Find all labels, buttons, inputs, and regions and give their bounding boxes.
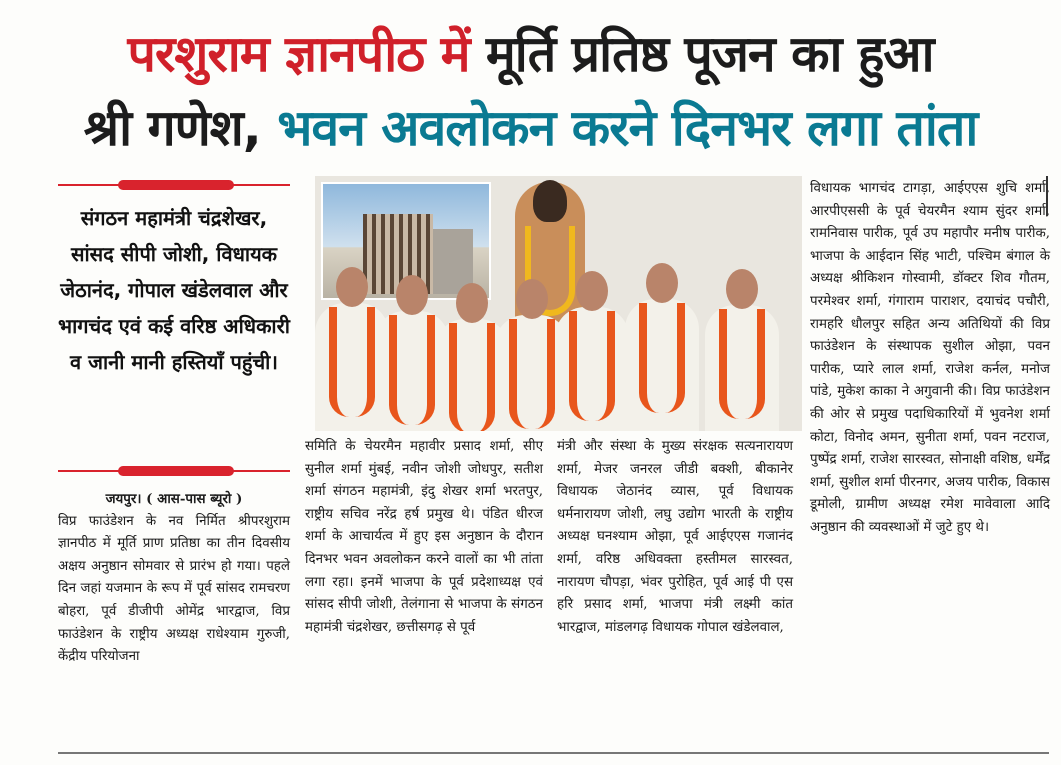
dateline: जयपुर। ( आस-पास ब्यूरो ) — [105, 491, 243, 507]
sidebar-highlight: संगठन महामंत्री चंद्रशेखर, सांसद सीपी जोशी, विधायक जेठानंद, गोपाल खंडेलवाल और भागचंद एवं कई वरिष्ठ अधिकारी व जानी मानी हस्तियाँ पहुंची। — [58, 206, 290, 374]
adjacent-article-edge — [1046, 176, 1061, 216]
article-col1-text: विप्र फाउंडेशन के नव निर्मित श्रीपरशुराम ज्ञानपीठ में मूर्ति प्राण प्रतिष्ठा का तीन दिवसीय अक्षय अनुष्ठान सोमवार से प्रारंभ हो गया। पहले दिन जहां यजमान के रूप में पूर्व सांसद रामचरण बोहरा, पूर्व डीजीपी ओमेंद्र भारद्वाज, विप्र फाउंडेशन के राष्ट्रीय अध्यक्ष राधेश्याम गुरुजी, केंद्रीय परियोजना — [58, 513, 290, 665]
sidebar-bottom-pill — [118, 466, 234, 476]
person — [705, 305, 779, 431]
article-column-2: समिति के चेयरमैन महावीर प्रसाद शर्मा, सीए सुनील शर्मा मुंबई, नवीन जोशी जोधपुर, सतीश शर्मा संगठन महामंत्री, इंदु शेखर शर्मा भरतपुर, राष्ट्रीय सचिव नरेंद्र हर्ष प्रमुख थे। पंडित धीरज शर्मा के आचार्यत्व में हुए इस अनुष्ठान के दौरान दिनभर भवन अवलोकन करने वालों का भी तांता लगा रहा। इनमें भाजपा के पूर्व प्रदेशाध्यक्ष एवं सांसद सीपी जोशी, तेलंगाना से भाजपा के संगठन महामंत्री चंद्रशेखर, छत्तीसगढ़ से पूर्व — [305, 439, 543, 635]
person — [555, 307, 629, 431]
article-column-4: विधायक भागचंद टागड़ा, आईएएस शुचि शर्मा, आरपीएससी के पूर्व चेयरमैन श्याम सुंदर शर्मा, रामनिवास पारीक, पूर्व उप महापौर मनीष पारीक, भाजपा के आईदान सिंह भाटी, पश्चिम बंगाल के अध्यक्ष श्रीकिशन गोस्वामी, डॉक्टर शिव गौतम, परमेश्वर शर्मा, गंगाराम पाराशर, दयाचंद पचौरी, रामहरि धौलपुर सहित अन्य अतिथियों की विप्र फाउंडेशन के संस्थापक सुशील ओझा, पवन पारीक, प्यारे लाल शर्मा, राजेश कर्नल, मनोज पांडे, मुकेश काका ने अगुवानी की। विप्र फाउंडेशन की ओर से प्रमुख पदाधिकारियों में भुवनेश शर्मा कोटा, विनोद अमन, सुनीता शर्मा, पवन नटराज, पुष्पेंद्र शर्मा, राजेश सारस्वत, सोनाक्षी वशिष्ठ, धर्मेंद्र शर्मा, सुशील शर्मा पीरनगर, अजय पारीक, विकास डूमोली, ग्रामीण अध्यक्ष रमेश मावेवाला आदि अनुष्ठान की व्यवस्थाओं में जुटे हुए थे। — [810, 181, 1050, 535]
headline-line-2 — [0, 96, 1061, 160]
headline-teal-part: भवन अवलोकन करने दिनभर लगा तांता — [260, 99, 978, 157]
article-column-1 — [58, 488, 290, 669]
headline-red-part: परशुराम ज्ञानपीठ में — [127, 25, 470, 83]
headline-dark-part: मूर्ति प्रतिष्ठ पूजन का हुआ — [469, 25, 934, 83]
bottom-rule — [58, 752, 1049, 754]
sidebar-top-pill — [118, 180, 234, 190]
person — [625, 299, 699, 431]
headline-dark-part-2: श्री गणेश, — [83, 99, 261, 157]
news-photo — [315, 176, 802, 431]
headline-line-1 — [0, 22, 1061, 86]
article-column-3: मंत्री और संस्था के मुख्य संरक्षक सत्यनारायण शर्मा, मेजर जनरल जीडी बक्शी, बीकानेर विधायक जेठानंद व्यास, पूर्व विधायक धर्मनारायण जोशी, लघु उद्योग भारती के राष्ट्रीय अध्यक्ष घनश्याम ओझा, पूर्व आईएएस गजानंद शर्मा, वरिष्ठ अधिवक्ता हस्तीमल सारस्वत, नारायण चौपड़ा, भंवर पुरोहित, पूर्व आई पी एस हरि प्रसाद शर्मा, भाजपा मंत्री लक्ष्मी कांत भारद्वाज, मांडलगढ़ विधायक गोपाल खंडेलवाल, — [557, 439, 793, 635]
